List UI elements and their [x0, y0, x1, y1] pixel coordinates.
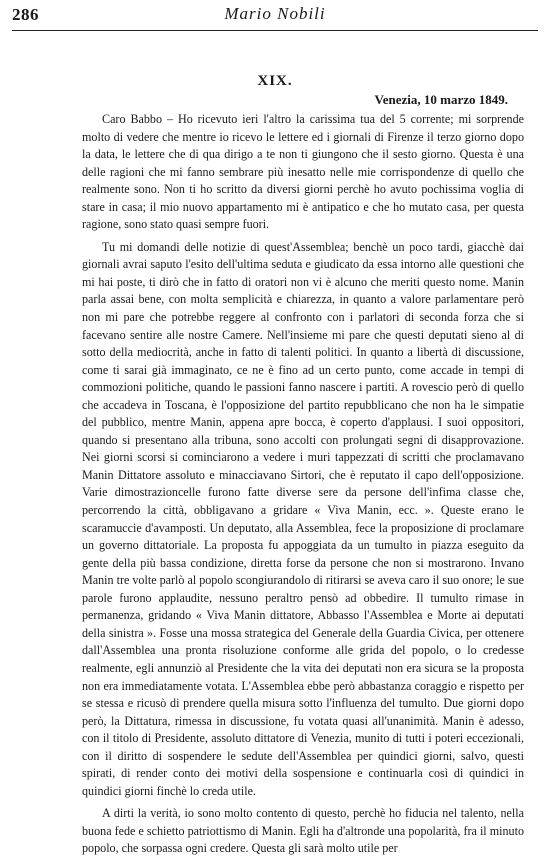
paragraph: Caro Babbo – Ho ricevuto ieri l'altro la carissima tua del 5 corrente; mi sorprende molto di vedere che mentre io ricevo le lettere ed i giornali di Firenze il terzo giorno dopo la data, le lettere che di qua dirigo a te non ti giungono che il sesto giorno. Questa è una delle ragioni che mi fanno sembrare più inesatto nelle mie corrispondenze di quello che realmente sono. Non ti ho scritto da diversi giorni perchè ho avuto pochissima voglia di stare in casa; il mio nuovo appartamento mi è antipatico e che ho mutato casa, per questa ragione, sono stato quasi sempre fuori. [82, 112, 524, 232]
paragraph: A dirti la verità, io sono molto contento di questo, perchè ho fiducia nel talento, nella buona fede e schietto patriottismo di Manin. Egli ha d'altronde una popolarità, fra il minuto popolo, che sorpassa ogni credere. Questa gli sarà molto utile per [82, 806, 524, 856]
running-title: Mario Nobili [224, 4, 326, 23]
letter-dateline: Venezia, 10 marzo 1849. [374, 92, 508, 107]
running-head [12, 4, 538, 31]
letter-body [82, 111, 524, 858]
page-number: 286 [12, 5, 39, 24]
paragraph: Tu mi domandi delle notizie di quest'Assemblea; benchè un poco tardi, giacchè dai giornali avrai saputo l'esito dell'ultima seduta e giudicato da essa intorno alle questioni che mi hai poste, ti dirò che in fatto di oratori non vi è alcuno che meriti questo nome. Manin parla assai bene, con molta semplicità e chiarezza, in quanto a valore parlamentare però non mi pare che potrebbe reggere al confronto con i parlatori di seconda forza che si facevano sentire alle nostre Camere. Nell'insieme mi pare che questi deputati sieno al di sotto della mediocrità, anche in fatto di talenti politici. In quanto a libertà di discussione, come ti sarai già immaginato, ce ne è fino ad un certo punto, come accade in tempi di commozioni politiche, quando le passioni fanno nascere i partiti. A rovescio però di quello che accadeva in Toscana, è l'opposizione del partito repubblicano che non ha le simpatie del pubblico, mentre Manin, appena apre bocca, è coperto d'applausi. I suoi oppositori, quando si presentano alla tribuna, sono accolti con prolungati segni di disapprovazione. Nei giorni scorsi si cominciarono a vedere i muri tappezzati di scritti che proclamavano Manin Dittatore assoluto e minacciavano Sirtori, che è reputato il capo dell'opposizione. Varie dimostrazioncelle furono fatte diverse sere da persone dell'infima classe che, percorrendo la città, obbligavano a gridare « Viva Manin, ecc. ». Queste erano le scaramuccie d'avamposti. Un deputato, alla Assemblea, fece la proposizione di proclamare un governo dittatoriale. La proposta fu appoggiata da un tumulto in piazza eseguito da gente della più bassa condizione, diretta forse da persone che non si mostrarono. Invano Manin tre volte parlò al popolo scongiurandolo di ritirarsi se aveva caro il suo onore; le sue parole furono applaudite, nessuno peraltro pensò ad obbedire. Il tumulto rimase in permanenza, gridando « Viva Manin dittatore, Abbasso l'Assemblea e Morte ai deputati della sinistra ». Fosse una mossa strategica del Generale della Guardia Civica, per ottenere dall'Assemblea una pronta risoluzione conforme alle grida del popolo, o lo credesse realmente, egli annunziò al Presidente che la vita dei deputati non era sicura se la proposta non era immediatamente votata. L'Assemblea ebbe però abbastanza coraggio e rispetto per se stessa e ricusò di prendere quella misura sotto l'influenza del tumulto. Due giorni dopo però, la Dittatura, rimessa in discussione, fu votata quasi all'unanimità. Manin è adesso, con il titolo di Presidente, assoluto dittatore di Venezia, munito di tutti i poteri eccezionali, con il diritto di sospendere le sedute dell'Assemblea per quindici giorni, salvo, questi spirati, di render conto dei motivi della sospensione e continuarla così di quindici in quindici giorni finchè lo creda utile. [82, 239, 524, 798]
letter-number: XIX. [257, 73, 293, 89]
